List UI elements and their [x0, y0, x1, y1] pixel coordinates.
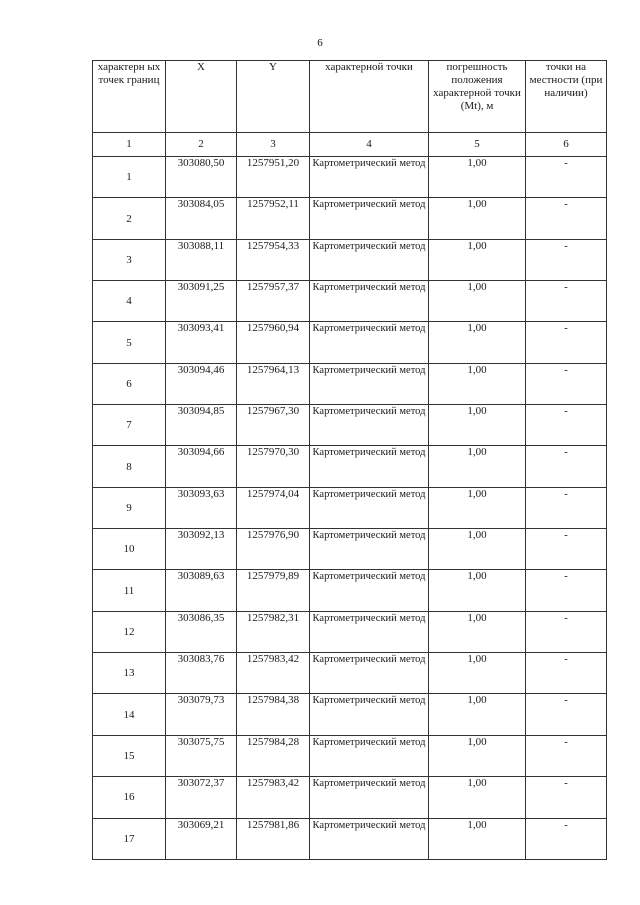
error-cell: 1,00	[429, 281, 526, 322]
y-coordinate-cell: 1257982,31	[237, 611, 310, 652]
y-coordinate-cell: 1257984,28	[237, 735, 310, 776]
error-cell: 1,00	[429, 446, 526, 487]
point-number-cell: 12	[93, 611, 166, 652]
location-cell: -	[526, 198, 607, 239]
x-coordinate-cell: 303083,76	[166, 653, 237, 694]
point-number-cell: 10	[93, 529, 166, 570]
x-coordinate-cell: 303084,05	[166, 198, 237, 239]
point-number-cell: 17	[93, 818, 166, 860]
x-coordinate-cell: 303069,21	[166, 818, 237, 860]
point-number-cell: 11	[93, 570, 166, 611]
table-row	[93, 198, 607, 239]
table-row	[93, 239, 607, 280]
table-row	[93, 653, 607, 694]
x-coordinate-cell: 303079,73	[166, 694, 237, 735]
location-cell: -	[526, 487, 607, 528]
y-coordinate-cell: 1257983,42	[237, 653, 310, 694]
location-cell: -	[526, 239, 607, 280]
column-number: 5	[429, 133, 526, 157]
y-coordinate-cell: 1257952,11	[237, 198, 310, 239]
method-cell: Картометрический метод	[310, 818, 429, 860]
column-number: 4	[310, 133, 429, 157]
y-coordinate-cell: 1257967,30	[237, 405, 310, 446]
point-number-cell: 2	[93, 198, 166, 239]
table-row	[93, 777, 607, 818]
page-number: 6	[317, 37, 323, 49]
location-cell: -	[526, 735, 607, 776]
column-number-row	[93, 133, 607, 157]
table-row	[93, 818, 607, 860]
point-number-cell: 9	[93, 487, 166, 528]
x-coordinate-cell: 303089,63	[166, 570, 237, 611]
table-row	[93, 529, 607, 570]
table-row	[93, 735, 607, 776]
point-number-cell: 7	[93, 405, 166, 446]
location-cell: -	[526, 694, 607, 735]
location-cell: -	[526, 157, 607, 198]
error-cell: 1,00	[429, 735, 526, 776]
method-cell: Картометрический метод	[310, 239, 429, 280]
location-cell: -	[526, 281, 607, 322]
location-cell: -	[526, 322, 607, 363]
point-number-cell: 13	[93, 653, 166, 694]
header-x: X	[166, 61, 237, 133]
location-cell: -	[526, 570, 607, 611]
method-cell: Картометрический метод	[310, 570, 429, 611]
y-coordinate-cell: 1257957,37	[237, 281, 310, 322]
point-number-cell: 6	[93, 363, 166, 404]
column-number: 3	[237, 133, 310, 157]
location-cell: -	[526, 446, 607, 487]
method-cell: Картометрический метод	[310, 446, 429, 487]
x-coordinate-cell: 303086,35	[166, 611, 237, 652]
method-cell: Картометрический метод	[310, 694, 429, 735]
location-cell: -	[526, 653, 607, 694]
column-number: 1	[93, 133, 166, 157]
x-coordinate-cell: 303088,11	[166, 239, 237, 280]
location-cell: -	[526, 363, 607, 404]
coordinates-table	[92, 60, 607, 860]
method-cell: Картометрический метод	[310, 777, 429, 818]
table-row	[93, 363, 607, 404]
y-coordinate-cell: 1257981,86	[237, 818, 310, 860]
error-cell: 1,00	[429, 363, 526, 404]
y-coordinate-cell: 1257951,20	[237, 157, 310, 198]
error-cell: 1,00	[429, 777, 526, 818]
y-coordinate-cell: 1257979,89	[237, 570, 310, 611]
point-number-cell: 5	[93, 322, 166, 363]
y-coordinate-cell: 1257970,30	[237, 446, 310, 487]
y-coordinate-cell: 1257964,13	[237, 363, 310, 404]
x-coordinate-cell: 303092,13	[166, 529, 237, 570]
header-error: погрешность положения характерной точки (Mt), м	[429, 61, 526, 133]
column-number: 2	[166, 133, 237, 157]
method-cell: Картометрический метод	[310, 405, 429, 446]
column-number: 6	[526, 133, 607, 157]
x-coordinate-cell: 303094,46	[166, 363, 237, 404]
error-cell: 1,00	[429, 487, 526, 528]
y-coordinate-cell: 1257960,94	[237, 322, 310, 363]
table-row	[93, 694, 607, 735]
header-method: характерной точки	[310, 61, 429, 133]
table-row	[93, 322, 607, 363]
location-cell: -	[526, 529, 607, 570]
location-cell: -	[526, 818, 607, 860]
x-coordinate-cell: 303072,37	[166, 777, 237, 818]
error-cell: 1,00	[429, 322, 526, 363]
point-number-cell: 16	[93, 777, 166, 818]
x-coordinate-cell: 303091,25	[166, 281, 237, 322]
method-cell: Картометрический метод	[310, 487, 429, 528]
table-row	[93, 487, 607, 528]
x-coordinate-cell: 303094,85	[166, 405, 237, 446]
method-cell: Картометрический метод	[310, 198, 429, 239]
error-cell: 1,00	[429, 818, 526, 860]
header-location: точки на местности (при наличии)	[526, 61, 607, 133]
method-cell: Картометрический метод	[310, 363, 429, 404]
x-coordinate-cell: 303093,63	[166, 487, 237, 528]
point-number-cell: 14	[93, 694, 166, 735]
header-y: Y	[237, 61, 310, 133]
error-cell: 1,00	[429, 611, 526, 652]
point-number-cell: 1	[93, 157, 166, 198]
table-header-row	[93, 61, 607, 133]
x-coordinate-cell: 303080,50	[166, 157, 237, 198]
y-coordinate-cell: 1257976,90	[237, 529, 310, 570]
point-number-cell: 4	[93, 281, 166, 322]
error-cell: 1,00	[429, 405, 526, 446]
location-cell: -	[526, 777, 607, 818]
table-row	[93, 446, 607, 487]
table-row	[93, 405, 607, 446]
error-cell: 1,00	[429, 198, 526, 239]
y-coordinate-cell: 1257974,04	[237, 487, 310, 528]
table-row	[93, 281, 607, 322]
point-number-cell: 15	[93, 735, 166, 776]
error-cell: 1,00	[429, 157, 526, 198]
header-point-label: характерн ых точек границ	[93, 61, 166, 133]
method-cell: Картометрический метод	[310, 157, 429, 198]
error-cell: 1,00	[429, 570, 526, 611]
x-coordinate-cell: 303075,75	[166, 735, 237, 776]
table-body	[93, 157, 607, 860]
method-cell: Картометрический метод	[310, 611, 429, 652]
method-cell: Картометрический метод	[310, 653, 429, 694]
error-cell: 1,00	[429, 694, 526, 735]
method-cell: Картометрический метод	[310, 281, 429, 322]
point-number-cell: 3	[93, 239, 166, 280]
point-number-cell: 8	[93, 446, 166, 487]
y-coordinate-cell: 1257954,33	[237, 239, 310, 280]
error-cell: 1,00	[429, 239, 526, 280]
method-cell: Картометрический метод	[310, 529, 429, 570]
location-cell: -	[526, 611, 607, 652]
table-row	[93, 611, 607, 652]
error-cell: 1,00	[429, 529, 526, 570]
y-coordinate-cell: 1257984,38	[237, 694, 310, 735]
location-cell: -	[526, 405, 607, 446]
method-cell: Картометрический метод	[310, 322, 429, 363]
table-row	[93, 570, 607, 611]
error-cell: 1,00	[429, 653, 526, 694]
x-coordinate-cell: 303094,66	[166, 446, 237, 487]
y-coordinate-cell: 1257983,42	[237, 777, 310, 818]
x-coordinate-cell: 303093,41	[166, 322, 237, 363]
method-cell: Картометрический метод	[310, 735, 429, 776]
table-row	[93, 157, 607, 198]
